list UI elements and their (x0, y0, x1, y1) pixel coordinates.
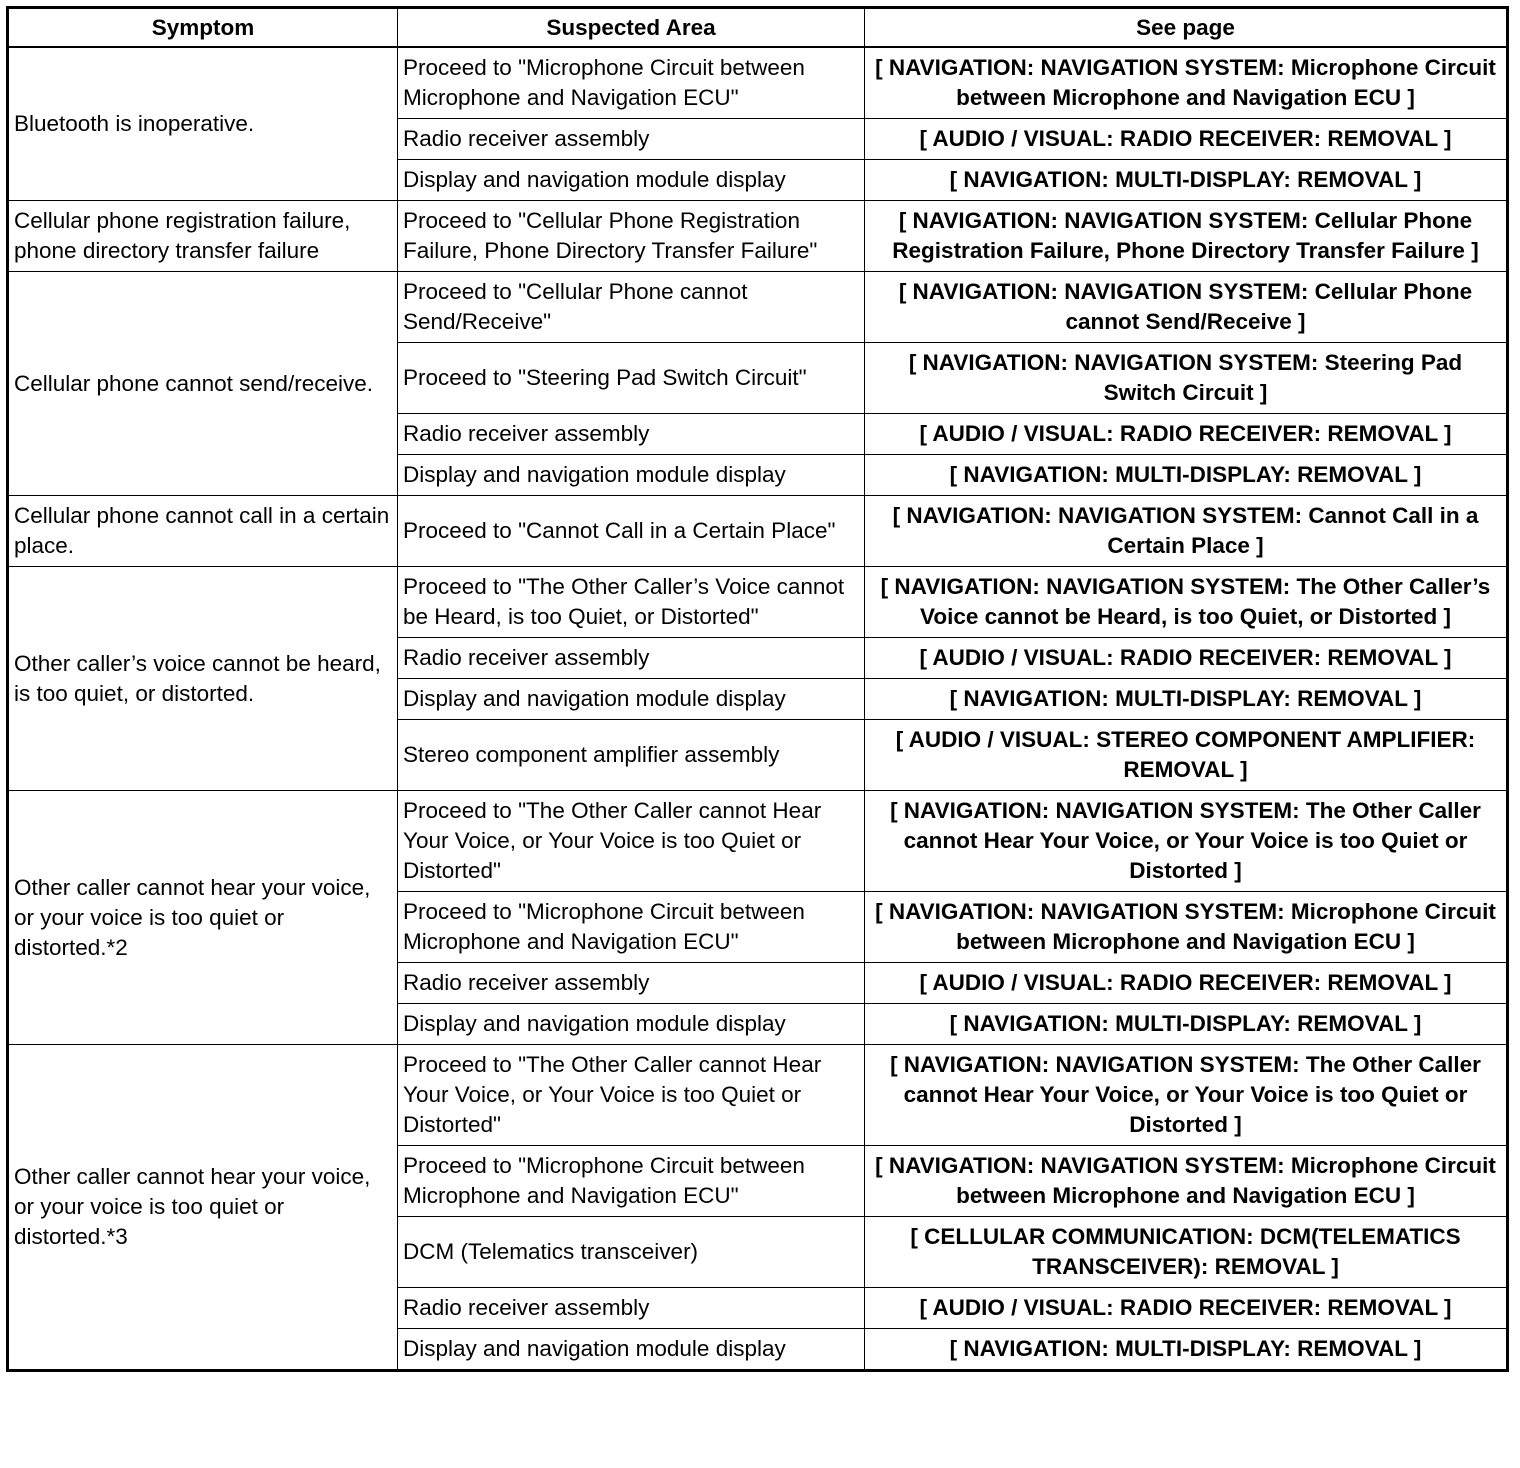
suspected-area-cell: Proceed to "The Other Caller cannot Hear Your Voice, or Your Voice is too Quiet or Distorted" (398, 791, 865, 892)
see-page-link[interactable]: [ NAVIGATION: NAVIGATION SYSTEM: Cellular Phone cannot Send/Receive ] (865, 272, 1508, 343)
suspected-area-cell: Radio receiver assembly (398, 119, 865, 160)
suspected-area-cell: Display and navigation module display (398, 1004, 865, 1045)
table-row (8, 272, 1508, 343)
see-page-link[interactable]: [ AUDIO / VISUAL: RADIO RECEIVER: REMOVAL ] (865, 119, 1508, 160)
symptom-cell: Other caller cannot hear your voice, or your voice is too quiet or distorted.*2 (8, 791, 398, 1045)
suspected-area-cell: Proceed to "Microphone Circuit between Microphone and Navigation ECU" (398, 1146, 865, 1217)
suspected-area-cell: Stereo component amplifier assembly (398, 720, 865, 791)
see-page-link[interactable]: [ NAVIGATION: NAVIGATION SYSTEM: Steering Pad Switch Circuit ] (865, 343, 1508, 414)
see-page-link[interactable]: [ AUDIO / VISUAL: RADIO RECEIVER: REMOVAL ] (865, 638, 1508, 679)
see-page-link[interactable]: [ NAVIGATION: MULTI-DISPLAY: REMOVAL ] (865, 160, 1508, 201)
symptom-cell: Cellular phone cannot call in a certain place. (8, 496, 398, 567)
suspected-area-cell: Radio receiver assembly (398, 963, 865, 1004)
see-page-link[interactable]: [ AUDIO / VISUAL: RADIO RECEIVER: REMOVAL ] (865, 414, 1508, 455)
symptom-cell: Cellular phone cannot send/receive. (8, 272, 398, 496)
table-header-row (8, 8, 1508, 48)
table-row (8, 47, 1508, 119)
symptom-cell: Bluetooth is inoperative. (8, 47, 398, 201)
table-row (8, 791, 1508, 892)
suspected-area-cell: Proceed to "Cannot Call in a Certain Place" (398, 496, 865, 567)
suspected-area-cell: Proceed to "The Other Caller’s Voice cannot be Heard, is too Quiet, or Distorted" (398, 567, 865, 638)
see-page-link[interactable]: [ NAVIGATION: NAVIGATION SYSTEM: Microphone Circuit between Microphone and Navigation ECU ] (865, 47, 1508, 119)
see-page-link[interactable]: [ CELLULAR COMMUNICATION: DCM(TELEMATICS TRANSCEIVER): REMOVAL ] (865, 1217, 1508, 1288)
suspected-area-cell: Display and navigation module display (398, 1329, 865, 1371)
symptom-cell: Other caller cannot hear your voice, or your voice is too quiet or distorted.*3 (8, 1045, 398, 1371)
header-suspected-area: Suspected Area (398, 8, 865, 48)
see-page-link[interactable]: [ AUDIO / VISUAL: STEREO COMPONENT AMPLIFIER: REMOVAL ] (865, 720, 1508, 791)
table-row (8, 496, 1508, 567)
header-symptom: Symptom (8, 8, 398, 48)
suspected-area-cell: Proceed to "Cellular Phone Registration Failure, Phone Directory Transfer Failure" (398, 201, 865, 272)
see-page-link[interactable]: [ NAVIGATION: MULTI-DISPLAY: REMOVAL ] (865, 1329, 1508, 1371)
see-page-link[interactable]: [ AUDIO / VISUAL: RADIO RECEIVER: REMOVAL ] (865, 1288, 1508, 1329)
see-page-link[interactable]: [ NAVIGATION: MULTI-DISPLAY: REMOVAL ] (865, 1004, 1508, 1045)
suspected-area-cell: Radio receiver assembly (398, 638, 865, 679)
see-page-link[interactable]: [ AUDIO / VISUAL: RADIO RECEIVER: REMOVAL ] (865, 963, 1508, 1004)
suspected-area-cell: DCM (Telematics transceiver) (398, 1217, 865, 1288)
suspected-area-cell: Display and navigation module display (398, 160, 865, 201)
suspected-area-cell: Proceed to "Steering Pad Switch Circuit" (398, 343, 865, 414)
suspected-area-cell: Radio receiver assembly (398, 414, 865, 455)
suspected-area-cell: Display and navigation module display (398, 455, 865, 496)
suspected-area-cell: Radio receiver assembly (398, 1288, 865, 1329)
suspected-area-cell: Proceed to "The Other Caller cannot Hear Your Voice, or Your Voice is too Quiet or Distorted" (398, 1045, 865, 1146)
suspected-area-cell: Proceed to "Microphone Circuit between Microphone and Navigation ECU" (398, 47, 865, 119)
suspected-area-cell: Display and navigation module display (398, 679, 865, 720)
see-page-link[interactable]: [ NAVIGATION: NAVIGATION SYSTEM: Microphone Circuit between Microphone and Navigation ECU ] (865, 892, 1508, 963)
suspected-area-cell: Proceed to "Cellular Phone cannot Send/Receive" (398, 272, 865, 343)
header-see-page: See page (865, 8, 1508, 48)
see-page-link[interactable]: [ NAVIGATION: NAVIGATION SYSTEM: The Other Caller cannot Hear Your Voice, or Your Voice is too Quiet or Distorted ] (865, 1045, 1508, 1146)
table-row (8, 567, 1508, 638)
table-row (8, 1045, 1508, 1146)
see-page-link[interactable]: [ NAVIGATION: MULTI-DISPLAY: REMOVAL ] (865, 679, 1508, 720)
symptom-cell: Cellular phone registration failure, phone directory transfer failure (8, 201, 398, 272)
see-page-link[interactable]: [ NAVIGATION: NAVIGATION SYSTEM: The Other Caller cannot Hear Your Voice, or Your Voice is too Quiet or Distorted ] (865, 791, 1508, 892)
symptom-cell: Other caller’s voice cannot be heard, is too quiet, or distorted. (8, 567, 398, 791)
see-page-link[interactable]: [ NAVIGATION: NAVIGATION SYSTEM: The Other Caller’s Voice cannot be Heard, is too Quiet, or Distorted ] (865, 567, 1508, 638)
see-page-link[interactable]: [ NAVIGATION: NAVIGATION SYSTEM: Microphone Circuit between Microphone and Navigation ECU ] (865, 1146, 1508, 1217)
see-page-link[interactable]: [ NAVIGATION: NAVIGATION SYSTEM: Cellular Phone Registration Failure, Phone Directory Transfer Failure ] (865, 201, 1508, 272)
table-row (8, 201, 1508, 272)
see-page-link[interactable]: [ NAVIGATION: NAVIGATION SYSTEM: Cannot Call in a Certain Place ] (865, 496, 1508, 567)
troubleshooting-table (6, 6, 1509, 1372)
suspected-area-cell: Proceed to "Microphone Circuit between Microphone and Navigation ECU" (398, 892, 865, 963)
table-body (8, 47, 1508, 1371)
see-page-link[interactable]: [ NAVIGATION: MULTI-DISPLAY: REMOVAL ] (865, 455, 1508, 496)
